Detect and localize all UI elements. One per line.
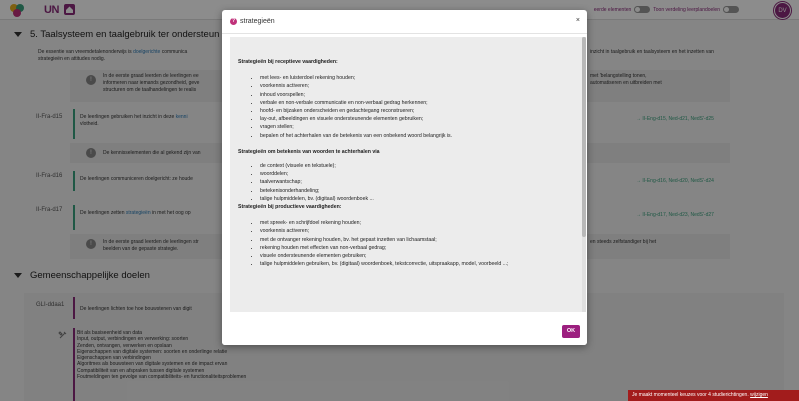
toggle-right-label: Toon verdeling leerplandoelen: [653, 6, 720, 13]
list-item: • lay-out, afbeeldingen en visuele ondersteunende elementen gebruiken;: [260, 115, 558, 123]
info-icon: !: [86, 75, 96, 85]
info-icon: !: [86, 148, 96, 158]
list-item: Input, output, verbindingen en verwerking: soorten: [77, 336, 189, 343]
block-heading: Strategieën bij receptieve vaardigheden:: [238, 59, 338, 65]
list-item: • taalverwantschap;: [260, 178, 558, 186]
goal-link[interactable]: strategieën: [125, 210, 151, 216]
intro-text: De essentie van vreemdetalenonderwijs is: [38, 49, 134, 55]
section-title: 5. Taalsysteem en taalgebruik ter ondersteun: [30, 29, 220, 40]
list-item: • hoofd- en bijzaken onderscheiden en gedachtegang reconstrueren;: [260, 107, 558, 115]
list-item: Zenden, ontvangen, verwerken en opslaan: [77, 342, 172, 349]
block-heading: Strategieën om betekenis van woorden te achterhalen via: [238, 148, 380, 155]
list-item: • visuele ondersteunende elementen gebruiken;: [260, 252, 558, 260]
info-line: In de eerste graad leerden de leerlingen str: [103, 239, 199, 245]
modal-content: [238, 58, 558, 268]
goal-link[interactable]: kenni: [175, 114, 188, 120]
goal-code[interactable]: II-Fra-d17: [36, 207, 63, 213]
info-line: structuren om de taalhandelingen te realis: [103, 87, 197, 93]
intro-right-text: inzicht in taalgebruik en taalsysteem en het inzetten van: [590, 49, 714, 55]
list-item: Eigenschappen van verbindingen: [77, 355, 151, 362]
strategy-list: [238, 219, 558, 268]
modal-footer: [222, 312, 587, 345]
list-item: • verbale en non-verbale communicatie en non-verbaal gedrag herkennen;: [260, 99, 558, 107]
strategy-list: [238, 162, 558, 203]
goal-text-line: De leerlingen zetten: [80, 210, 126, 216]
info-text: De kennisselementen die al gekend zijn van: [103, 150, 201, 156]
section-title: Gemeenschappelijke doelen: [30, 270, 150, 281]
list-item: Eigenschappen van digitale systemen: soorten en onderlinge relatie: [77, 348, 228, 355]
list-item: • voorkennis activeren;: [260, 227, 558, 235]
close-button[interactable]: ×: [575, 17, 580, 24]
intro-link[interactable]: doelgerichte: [133, 49, 161, 55]
goal-code[interactable]: II-Fra-d15: [36, 114, 63, 120]
intro-text-mid: communica: [160, 49, 188, 55]
list-item: • talige hulpmiddelen gebruiken, bv. (digitaal) woordenboek, tekstcorrectie, uitspraakapp, model, voorbeeld ...;: [260, 260, 558, 268]
list-item: Bit als basiseenheid van data: [77, 330, 143, 336]
change-link[interactable]: wijzigen: [750, 392, 768, 398]
modal-title: strategieën: [240, 18, 275, 25]
list-item: • voorkennis activeren;: [260, 82, 558, 90]
list-item: • talige hulpmiddelen, bv. (digitaal) woordenboek ...: [260, 195, 558, 203]
scrollbar-thumb[interactable]: [582, 37, 586, 237]
info-line: beelden van de gepaste strategie.: [103, 246, 179, 252]
list-item: • betekenisonderhandeling;: [260, 187, 558, 195]
strategy-list: [238, 74, 558, 140]
question-icon: ?: [231, 18, 236, 24]
goal-text: De leerlingen communiceren doelgericht: ze houde: [80, 176, 193, 182]
list-item: • de context (visuele en tekstuele);: [260, 162, 558, 170]
block-heading: Strategieën bij productieve vaardigheden:: [238, 204, 342, 211]
study-choice-notice: [628, 390, 799, 401]
avatar[interactable]: DV: [774, 2, 791, 19]
list-item: Foutmeldingen ten gevolge van compatibiliteits- en functionaliteitsproblemen: [77, 374, 247, 381]
list-item: Algoritmes als bouwsteen van digitale systemen en de impact ervan: [77, 361, 228, 368]
intro-text-line2: strategieën en attitudes nodig.: [38, 56, 105, 62]
list-item: • met de ontvanger rekening houden, bv. het gepast inzetten van lichaamstaal;: [260, 236, 558, 244]
notice-text: Je maakt momenteel keuzes voor 4 studierichtingen.: [632, 392, 749, 398]
goal-ref[interactable]: → II-Eng-d16, Ned-d20, NedS'-d24: [636, 178, 714, 184]
goal-text-line: De leerlingen gebruiken het inzicht in deze: [80, 114, 176, 120]
goal-ref[interactable]: → II-Eng-d15, Ned-d21, NedS'-d25: [636, 116, 714, 122]
info-line: automatiseren en uitbreiden met: [590, 80, 662, 86]
list-item: Compatibiliteit van en afspraken tussen digitale systemen: [77, 367, 205, 374]
info-line: In de eerste graad leerden de leerlingen ee: [103, 73, 199, 79]
modal-header: [222, 10, 587, 34]
list-item: • inhoud voorspellen;: [260, 91, 558, 99]
list-item: • met spreek- en schrijfdoel rekening houden;: [260, 219, 558, 227]
ok-button[interactable]: OK: [562, 325, 580, 338]
goal-ref[interactable]: → II-Eng-d17, Ned-d23, NedS'-d27: [636, 212, 714, 218]
toggle-left-label: eerde elementen: [593, 6, 632, 13]
info-right-text: en steeds zelfstandiger bij het: [590, 239, 657, 245]
list-item: • woorddelen;: [260, 170, 558, 178]
brand-logo-text: UN: [44, 4, 59, 16]
goal-code[interactable]: GLI-ddaa1: [36, 302, 65, 308]
list-item: • rekening houden met effecten van non-verbaal gedrag;: [260, 244, 558, 252]
info-icon: !: [86, 239, 96, 249]
list-item: • vragen stellen;: [260, 123, 558, 131]
list-item: • met lees- en luisterdoel rekening houden;: [260, 74, 558, 82]
goal-text-line: in met het oog op: [150, 210, 191, 216]
list-item: • bepalen of het achterhalen van de betekenis van een onbekend woord belangrijk is.: [260, 132, 558, 140]
info-line: met 'belangstelling tonen,: [590, 73, 647, 79]
goal-text: De leerlingen lichten toe hoe bouwstenen van digit: [80, 306, 192, 312]
goal-text-line: vlotheid.: [80, 121, 99, 127]
info-line: informeren naar iemands gezondheid, geve: [103, 80, 200, 86]
goal-code[interactable]: II-Fra-d16: [36, 173, 63, 179]
